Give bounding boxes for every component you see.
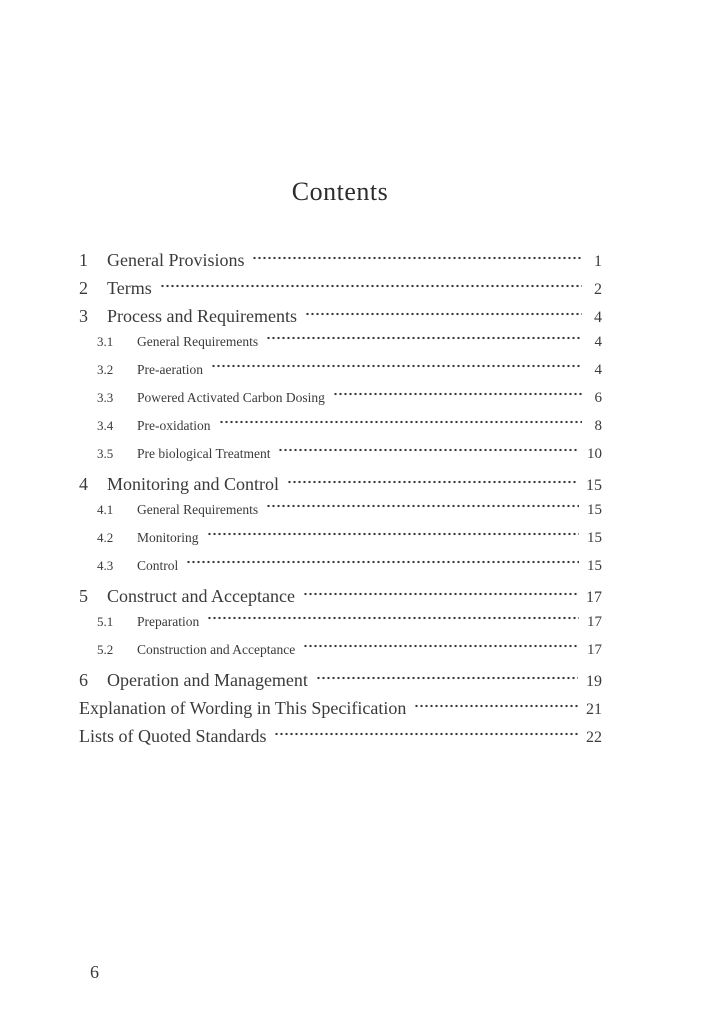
- dot-leader: [274, 729, 578, 739]
- toc-entry-page: 21: [586, 701, 602, 718]
- toc-entry: [79, 418, 602, 446]
- toc-entry: [79, 642, 602, 670]
- toc-entry-number: 3.3: [97, 390, 114, 405]
- toc-entry-label: Construct and Acceptance: [107, 586, 295, 606]
- toc-entry-page: 2: [594, 281, 602, 298]
- toc-entry: [79, 334, 602, 362]
- toc-entry-label: Monitoring: [137, 530, 199, 545]
- toc-entry-label: Terms: [107, 278, 152, 298]
- dot-leader: [333, 389, 582, 399]
- table-of-contents: [79, 250, 602, 754]
- toc-entry: [79, 698, 602, 726]
- toc-entry-number: 6: [79, 670, 88, 690]
- toc-entry-page: 6: [594, 390, 602, 406]
- toc-entry: [79, 670, 602, 698]
- dot-leader: [266, 333, 582, 343]
- toc-entry-page: 4: [594, 362, 602, 378]
- toc-entry-label: Powered Activated Carbon Dosing: [137, 390, 325, 405]
- toc-entry: [79, 278, 602, 306]
- toc-entry: [79, 306, 602, 334]
- dot-leader: [252, 253, 582, 263]
- dot-leader: [278, 445, 579, 455]
- toc-entry-number: 3.4: [97, 418, 114, 433]
- toc-entry-label: Pre-oxidation: [137, 418, 211, 433]
- toc-entry-label: General Requirements: [137, 334, 259, 349]
- dot-leader: [303, 589, 578, 599]
- toc-entry-number: 4: [79, 474, 88, 494]
- toc-entry-label: Construction and Acceptance: [137, 642, 296, 657]
- toc-entry: [79, 502, 602, 530]
- toc-entry-label: Explanation of Wording in This Specification: [79, 698, 407, 718]
- dot-leader: [207, 529, 579, 539]
- toc-entry-number: 5.2: [97, 642, 114, 657]
- toc-entry-label: Control: [137, 558, 179, 573]
- toc-entry-label: Lists of Quoted Standards: [79, 726, 267, 746]
- toc-entry-page: 4: [594, 334, 602, 350]
- toc-entry-page: 8: [594, 418, 602, 434]
- dot-leader: [414, 701, 578, 711]
- toc-entry: [79, 530, 602, 558]
- dot-leader: [303, 641, 579, 651]
- toc-entry: [79, 446, 602, 474]
- toc-entry: [79, 558, 602, 586]
- toc-entry-page: 17: [587, 614, 602, 630]
- toc-entry-label: Preparation: [137, 614, 200, 629]
- toc-entry: [79, 362, 602, 390]
- toc-entry: [79, 474, 602, 502]
- page-title: Contents: [291, 177, 389, 206]
- dot-leader: [207, 613, 579, 623]
- toc-entry-page: 15: [587, 530, 602, 546]
- toc-entry-number: 3.2: [97, 362, 114, 377]
- toc-entry-number: 3: [79, 306, 88, 326]
- toc-entry: [79, 586, 602, 614]
- toc-entry: [79, 614, 602, 642]
- toc-entry-label: Operation and Management: [107, 670, 308, 690]
- toc-entry-label: Process and Requirements: [107, 306, 297, 326]
- toc-entry-page: 15: [586, 477, 602, 494]
- toc-entry-page: 17: [586, 589, 602, 606]
- toc-entry-page: 10: [587, 446, 602, 462]
- toc-entry-page: 15: [587, 502, 602, 518]
- toc-entry-number: 4.2: [97, 530, 114, 545]
- toc-entry: [79, 390, 602, 418]
- toc-entry-page: 1: [594, 253, 602, 270]
- dot-leader: [160, 281, 582, 291]
- dot-leader: [266, 501, 579, 511]
- toc-entry-label: Pre-aeration: [137, 362, 203, 377]
- dot-leader: [186, 557, 579, 567]
- toc-entry-number: 2: [79, 278, 88, 298]
- toc-entry: [79, 726, 602, 754]
- dot-leader: [316, 673, 578, 683]
- toc-entry-page: 22: [586, 729, 602, 746]
- toc-entry-number: 3.1: [97, 334, 114, 349]
- toc-entry-page: 4: [594, 309, 602, 326]
- toc-entry-label: General Provisions: [107, 250, 245, 270]
- toc-entry-number: 5: [79, 586, 88, 606]
- toc-entry-number: 4.1: [97, 502, 114, 517]
- page-number: 6: [90, 962, 99, 982]
- toc-entry-page: 15: [587, 558, 602, 574]
- toc-entry-label: General Requirements: [137, 502, 259, 517]
- toc-entry-label: Pre biological Treatment: [137, 446, 271, 461]
- dot-leader: [219, 417, 583, 427]
- toc-entry: [79, 250, 602, 278]
- toc-entry-number: 3.5: [97, 446, 114, 461]
- toc-entry-page: 17: [587, 642, 602, 658]
- toc-entry-number: 1: [79, 250, 88, 270]
- toc-entry-label: Monitoring and Control: [107, 474, 279, 494]
- toc-entry-number: 4.3: [97, 558, 114, 573]
- toc-entry-number: 5.1: [97, 614, 114, 629]
- toc-entry-page: 19: [586, 673, 602, 690]
- dot-leader: [305, 309, 582, 319]
- dot-leader: [211, 361, 582, 371]
- dot-leader: [287, 477, 578, 487]
